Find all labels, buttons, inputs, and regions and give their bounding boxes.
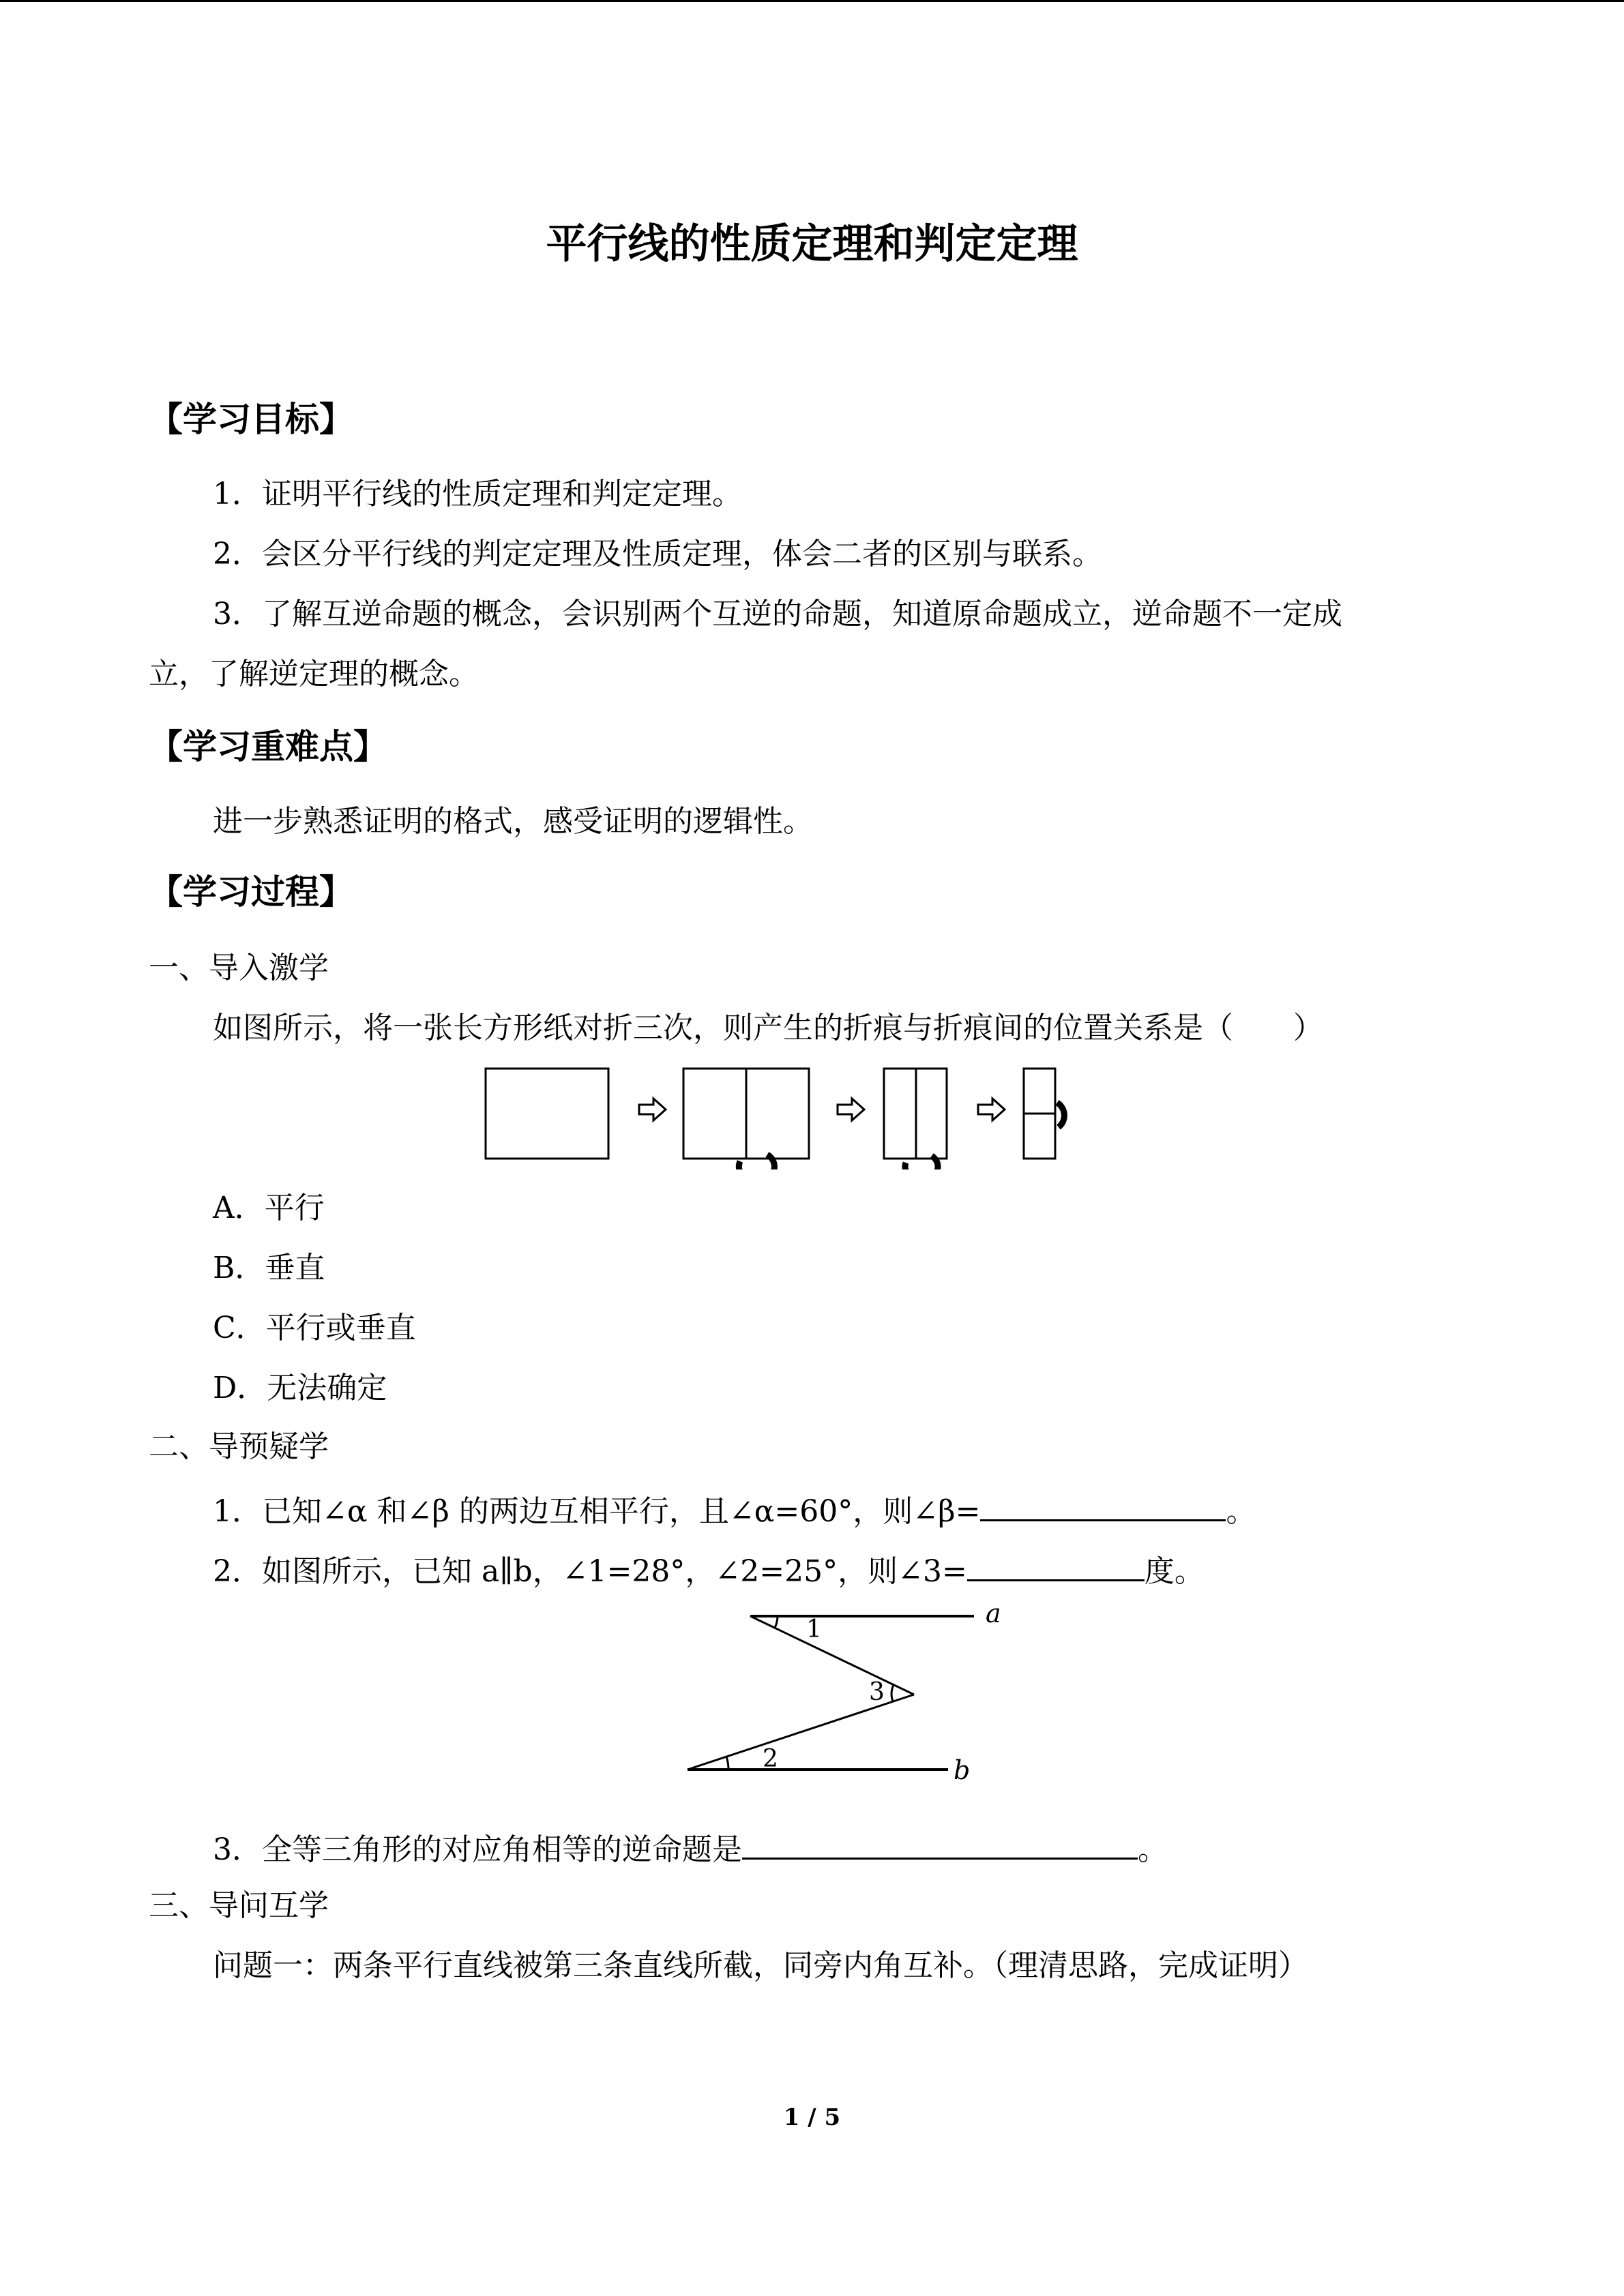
segment-upper [750, 1616, 914, 1695]
fold-curl-icon [739, 1154, 774, 1169]
question-2-text: 2．如图所示，已知 a∥b，∠1=28°，∠2=25°，则∠3= [213, 1554, 967, 1589]
section-1-question: 如图所示，将一张长方形纸对折三次，则产生的折痕与折痕间的位置关系是（ ） [213, 1011, 1323, 1045]
angle-3-arc [891, 1685, 894, 1701]
question-1-end: 。 [1226, 1494, 1256, 1529]
question-3-text: 3．全等三角形的对应角相等的逆命题是 [213, 1832, 742, 1867]
question-1-text: 1．已知∠α 和∠β 的两边互相平行，且∠α=60°，则∠β= [213, 1494, 981, 1529]
arrow-right-icon [978, 1099, 1005, 1120]
answer-blank-1[interactable] [980, 1488, 1226, 1521]
paper-rectangle [486, 1069, 608, 1159]
goals-heading: 【学习目标】 [149, 399, 353, 439]
option-c: C．平行或垂直 [213, 1311, 416, 1345]
problem-1: 问题一：两条平行直线被第三条直线所截，同旁内角互补。（理清思路，完成证明） [213, 1948, 1308, 1983]
answer-blank-3[interactable] [742, 1826, 1138, 1860]
arrow-right-icon [639, 1099, 666, 1120]
label-angle-3: 3 [869, 1678, 885, 1706]
angle-1-arc [775, 1616, 778, 1628]
option-a: A．平行 [213, 1191, 325, 1225]
answer-blank-2[interactable] [967, 1548, 1145, 1581]
arrow-right-icon [838, 1099, 864, 1120]
section-2-heading: 二、导预疑学 [149, 1429, 329, 1464]
label-angle-2: 2 [763, 1745, 778, 1773]
question-3-end: 。 [1138, 1832, 1168, 1867]
fold-curl-icon [1057, 1103, 1064, 1127]
page-top-border [0, 0, 1624, 2]
goal-item-3-line-1: 3．了解互逆命题的概念，会识别两个互逆的命题，知道原命题成立，逆命题不一定成 [213, 597, 1342, 631]
document-title: 平行线的性质定理和判定定理 [546, 220, 1078, 268]
goal-item-3-line-2: 立，了解逆定理的概念。 [149, 657, 479, 691]
label-b: b [954, 1755, 971, 1785]
page-number: 1 / 5 [783, 2104, 841, 2131]
label-angle-1: 1 [806, 1615, 822, 1643]
section-3-heading: 三、导问互学 [149, 1888, 329, 1923]
question-2 [213, 1548, 1205, 1592]
key-points-text: 进一步熟悉证明的格式，感受证明的逻辑性。 [213, 804, 813, 839]
option-d: D．无法确定 [213, 1371, 387, 1405]
option-b: B．垂直 [213, 1251, 325, 1285]
process-heading: 【学习过程】 [149, 871, 353, 912]
label-a: a [986, 1599, 1001, 1628]
goal-item-1: 1．证明平行线的性质定理和判定定理。 [213, 477, 742, 511]
question-2-end: 度。 [1144, 1554, 1205, 1589]
question-1 [213, 1488, 1256, 1532]
goal-item-2: 2．会区分平行线的判定定理及性质定理，体会二者的区别与联系。 [213, 537, 1102, 571]
paper-folding-figure [477, 1060, 1105, 1169]
section-1-heading: 一、导入激学 [149, 951, 329, 985]
parallel-lines-figure [675, 1599, 1016, 1790]
key-points-heading: 【学习重难点】 [149, 726, 387, 766]
angle-2-arc [726, 1757, 728, 1770]
question-3 [213, 1826, 1168, 1870]
